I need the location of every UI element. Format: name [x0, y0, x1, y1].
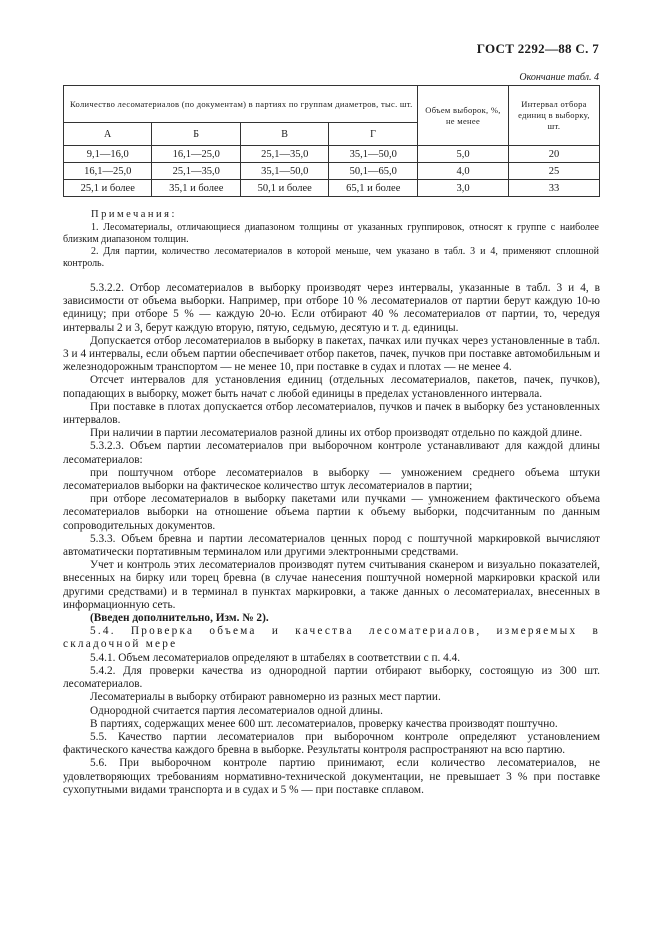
paragraph: Однородной считается партия лесоматериалов одной длины. — [90, 704, 383, 717]
table-cell: 50,1 и более — [240, 180, 328, 197]
table-cell: 4,0 — [418, 163, 509, 180]
group-col-v: В — [240, 123, 328, 146]
table-cell: 16,1—25,0 — [152, 146, 240, 163]
amendment-note: (Введен дополнительно, Изм. № 2). — [90, 612, 269, 625]
section-heading: 5.4. Проверка объема и качества лесоматериалов, измеряемых в складочной мере — [63, 625, 600, 651]
paragraph: Отсчет интервалов для установления единиц (отдельных лесоматериалов, пакетов, пачек, пучков), попадающих в выборку, может быть начат с любой единицы в пределах установленного интервала. — [63, 374, 600, 400]
table-cell: 35,1—50,0 — [329, 146, 418, 163]
table-row — [64, 180, 600, 197]
group-col-g: Г — [329, 123, 418, 146]
paragraph: 5.3.2.2. Отбор лесоматериалов в выборку производят через интервалы, указанные в табл. 3 и 4, в зависимости от объема выборки. Например, при отборе 10 % лесоматериалов от партии берут каждую 10-ю единицу; при отборе 5 % — каждую 20-ю. Если отбирают 40 % лесоматериалов от партии, то, чередуя интервалы 2 и 3, берут каждую вторую, пятую, седьмую, десятую и т. д. единицы. — [63, 282, 600, 334]
table-cell: 25 — [509, 163, 600, 180]
paragraph: 5.5. Качество партии лесоматериалов при выборочном контроле определяют установлением фактического качества каждого бревна в выборке. Результаты контроля распространяют на всю партию. — [63, 730, 600, 757]
table-cell: 50,1—65,0 — [329, 163, 418, 180]
table-cell: 65,1 и более — [329, 180, 418, 197]
table-cell: 5,0 — [418, 146, 509, 163]
notes-title: Примечания: — [91, 209, 177, 220]
table-cell: 33 — [509, 180, 600, 197]
paragraph: Лесоматериалы в выборку отбирают равномерно из разных мест партии. — [90, 691, 441, 704]
paragraph: При наличии в партии лесоматериалов разной длины их отбор производят отдельно по каждой длине. — [90, 427, 583, 440]
table-continuation-label: Окончание табл. 4 — [519, 72, 599, 83]
paragraph: Допускается отбор лесоматериалов в выборку в пакетах, пачках или пучках через установленные в табл. 3 и 4 интервалы, если объем партии обеспечивает отбор пакетов, пачек, пучков при поставке автомобильным и железнодорожным транспортом — не менее 10, при поставке в судах и плотах — не менее 4. — [63, 334, 600, 374]
group-col-b: Б — [152, 123, 240, 146]
table-cell: 35,1—50,0 — [240, 163, 328, 180]
paragraph: 5.3.2.3. Объем партии лесоматериалов при выборочном контроле устанавливают для каждой длины лесоматериалов: — [63, 440, 600, 466]
table-cell: 35,1 и более — [152, 180, 240, 197]
table-row — [64, 163, 600, 180]
sample-volume-header: Объем выборок, %, не менее — [418, 86, 509, 146]
table-cell: 20 — [509, 146, 600, 163]
paragraph: при поштучном отборе лесоматериалов в выборку — умножением среднего объема штуки лесоматериалов выборки на фактическое количество штук лесоматериалов в партии; — [63, 466, 600, 493]
group-header: Количество лесоматериалов (по документам) в партиях по группам диаметров, тыс. шт. — [64, 86, 418, 123]
table-cell: 25,1—35,0 — [240, 146, 328, 163]
table-row — [64, 146, 600, 163]
table-cell: 16,1—25,0 — [64, 163, 152, 180]
note-item: 1. Лесоматериалы, отличающиеся диапазоном толщины от указанных группировок, относят к группе с наиболее близким диапазоном толщин. — [63, 222, 599, 245]
paragraph: 5.3.3. Объем бревна и партии лесоматериалов ценных пород с поштучной маркировкой вычисляют автоматически портативным терминалом или другими электронными средствами. — [63, 532, 600, 559]
table-cell: 3,0 — [418, 180, 509, 197]
paragraph: При поставке в плотах допускается отбор лесоматериалов, пучков и пачек в выборку без установленных интервалов. — [63, 400, 600, 427]
table-4 — [63, 85, 600, 197]
paragraph: Учет и контроль этих лесоматериалов производят путем считывания сканером и визуально показателей, внесенных на бирку или торец бревна (в случае нанесения поштучной номерной маркировки краской или другими средствами) и в терминал в пунктах маркировки, а также данных о лесоматериалах, внесенных в информационную сеть. — [63, 559, 600, 611]
table-cell: 25,1—35,0 — [152, 163, 240, 180]
interval-header: Интервал отбора единиц в выборку, шт. — [509, 86, 600, 146]
page-header: ГОСТ 2292—88 С. 7 — [476, 41, 599, 56]
paragraph: 5.6. При выборочном контроле партию принимают, если количество лесоматериалов, не удовлетворяющих требованиям нормативно-технической документации, не превышает 3 % при поставке сухопутными видами транспорта и в судах и 5 % — при поставке сплавом. — [63, 757, 600, 796]
paragraph: В партиях, содержащих менее 600 шт. лесоматериалов, проверку качества производят поштучно. — [90, 717, 558, 730]
body-text — [63, 282, 600, 797]
table-cell: 9,1—16,0 — [64, 146, 152, 163]
note-item: 2. Для партии, количество лесоматериалов в которой меньше, чем указано в табл. 3 и 4, применяют сплошной контроль. — [63, 246, 599, 269]
group-col-a: А — [64, 123, 152, 146]
table-cell: 25,1 и более — [64, 180, 152, 197]
paragraph: при отборе лесоматериалов в выборку пакетами или пучками — умножением фактического объема лесоматериалов выборки на отношение объема партии к объему выборки, подсчитанным по данным сопроводительных документов. — [63, 493, 600, 532]
paragraph: 5.4.1. Объем лесоматериалов определяют в штабелях в соответствии с п. 4.4. — [90, 651, 461, 664]
paragraph: 5.4.2. Для проверки качества из однородной партии отбирают выборку, состоящую из 300 шт. лесоматериалов. — [63, 664, 600, 691]
